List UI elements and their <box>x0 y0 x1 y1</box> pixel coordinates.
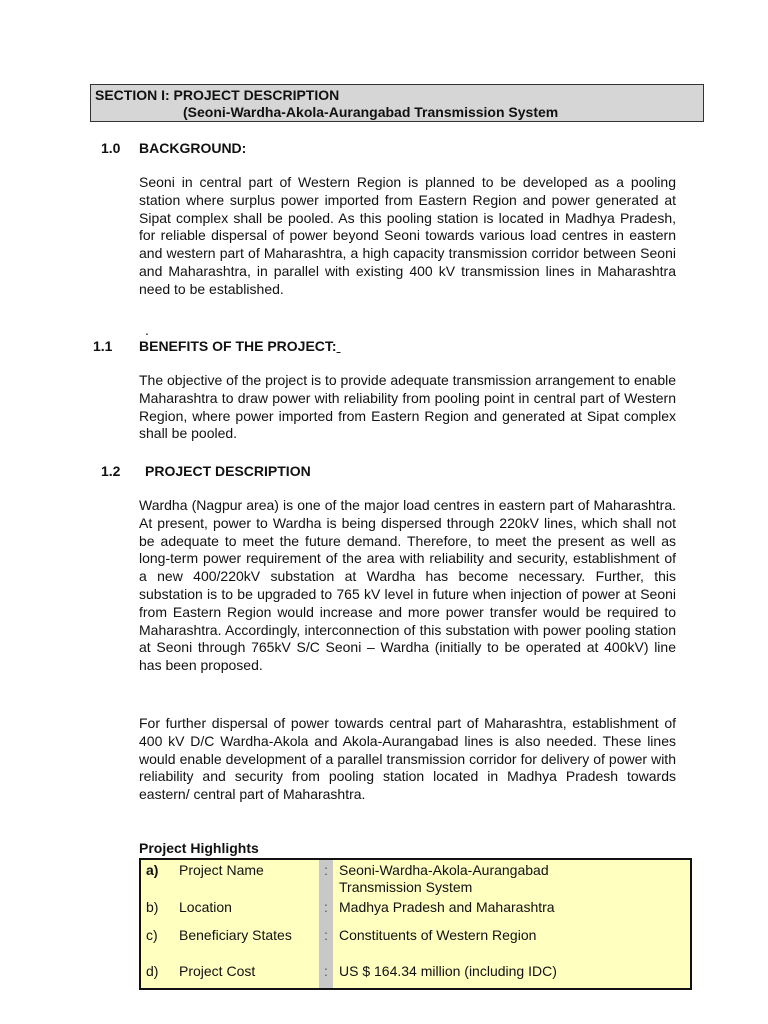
row-key: d) <box>146 963 159 979</box>
highlights-title: Project Highlights <box>139 840 259 856</box>
table-row <box>140 859 691 898</box>
row-value: Seoni-Wardha-Akola-Aurangabad Transmission System <box>339 862 549 895</box>
row-value: Madhya Pradesh and Maharashtra <box>339 899 555 915</box>
table-row <box>140 898 691 922</box>
description-heading: PROJECT DESCRIPTION <box>145 463 311 479</box>
description-paragraph-2: For further dispersal of power towards central part of Maharashtra, establishment of 400 kV D/C Wardha-Akola and Akola-Aurangabad lines is also needed. These lines would enable development of a parallel transmission corridor for delivery of power with reliability and security from pooling station located in Madhya Pradesh towards eastern/ central part of Maharashtra. <box>139 715 676 803</box>
row-key: a) <box>146 862 159 878</box>
row-key: b) <box>146 899 159 915</box>
row-field: Location <box>179 899 232 915</box>
row-separator: : <box>319 962 333 989</box>
description-paragraph-1: Wardha (Nagpur area) is one of the major load centres in eastern part of Maharashtra. At present, power to Wardha is being dispersed through 220kV lines, which shall not be adequate to meet the future demand. Therefore, to meet the present as well as long-term power requirement of the area with reliability and security, establishment of a new 400/220kV substation at Wardha has become necessary. Further, this substation is to be upgraded to 765 kV level in future when injection of power at Seoni from Eastern Region would increase and more power transfer would be required to Maharashtra. Accordingly, interconnection of this substation with power pooling station at Seoni through 765kV S/C Seoni – Wardha (initially to be operated at 400kV) line has been proposed. <box>139 497 676 674</box>
benefits-heading-text: BENEFITS OF THE PROJECT: <box>139 338 337 354</box>
row-separator: : <box>319 859 333 898</box>
section-subtitle: (Seoni-Wardha-Akola-Aurangabad Transmission System <box>183 104 559 120</box>
row-value: US $ 164.34 million (including IDC) <box>339 963 557 979</box>
row-separator: : <box>319 898 333 922</box>
description-number: 1.2 <box>101 463 121 479</box>
background-paragraph: Seoni in central part of Western Region is planned to be developed as a pooling station where surplus power imported from Eastern Region and power generated at Sipat complex shall be pooled. As this pooling station is located in Madhya Pradesh, for reliable dispersal of power beyond Seoni towards various load centres in eastern and western part of Maharashtra, a high capacity transmission corridor between Seoni and Maharashtra, in parallel with existing 400 kV transmission lines in Maharashtra need to be established. <box>139 174 676 297</box>
benefits-paragraph: The objective of the project is to provide adequate transmission arrangement to enable Maharashtra to draw power with reliability from pooling point in central part of Western Region, where power imported from Eastern Region and generated at Sipat complex shall be pooled. <box>139 372 676 442</box>
table-row <box>140 922 691 962</box>
benefits-number: 1.1 <box>93 338 113 354</box>
background-number: 1.0 <box>101 140 121 156</box>
background-heading: BACKGROUND: <box>139 140 247 156</box>
row-field: Project Name <box>179 862 264 878</box>
stray-mark: . <box>145 322 149 338</box>
row-key: c) <box>146 927 158 943</box>
row-field: Beneficiary States <box>179 927 292 943</box>
section-title: SECTION I: PROJECT DESCRIPTION <box>95 87 340 103</box>
row-value: Constituents of Western Region <box>339 927 537 943</box>
benefits-heading <box>139 337 340 355</box>
highlights-table <box>139 858 692 990</box>
row-separator: : <box>319 922 333 962</box>
table-row <box>140 962 691 989</box>
row-field: Project Cost <box>179 963 256 979</box>
section-header <box>90 84 704 122</box>
